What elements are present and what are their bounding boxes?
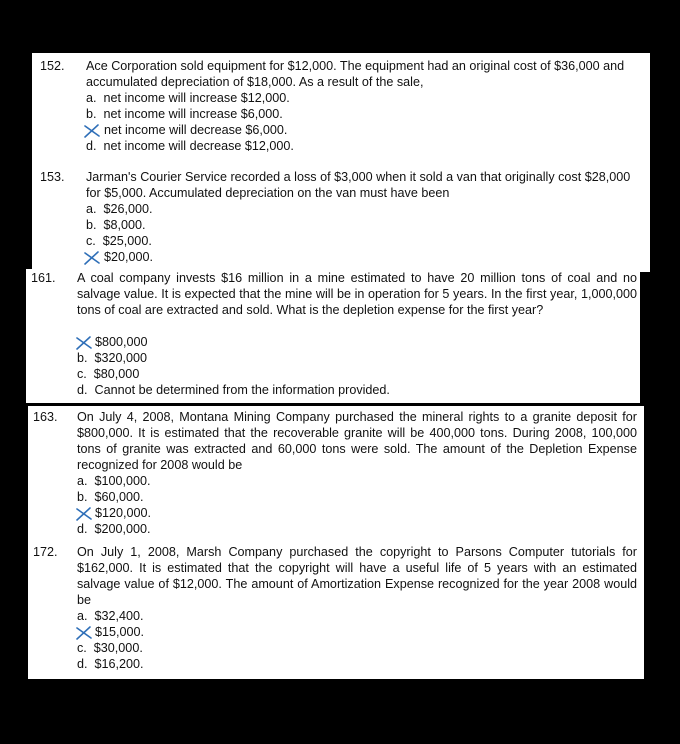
cross-mark-icon [83,251,101,265]
option-letter: a. [77,474,88,488]
option-letter: d. [77,383,88,397]
selected-answer-mark [83,124,101,138]
option-letter: d. [86,139,97,153]
question-number: 163. [33,410,58,424]
option-letter: b. [77,351,88,365]
option-text: $80,000 [93,367,140,381]
selected-answer-mark [75,336,93,350]
question-number: 172. [33,545,58,559]
answer-option[interactable] [86,234,152,250]
answer-option[interactable] [86,218,146,234]
answer-option[interactable] [77,474,151,490]
question-panel-2 [26,269,640,403]
answer-option-selected[interactable] [95,625,144,641]
option-text: $32,400. [94,609,144,623]
option-text: $16,200. [94,657,144,671]
option-letter: a. [77,609,88,623]
option-letter: a. [86,202,97,216]
cross-mark-icon [83,124,101,138]
option-letter: c. [77,367,87,381]
question-panel-1 [32,53,650,272]
option-letter: b. [86,218,97,232]
option-text: net income will increase $6,000. [103,107,283,121]
option-text: net income will increase $12,000. [103,91,290,105]
answer-option[interactable] [86,91,290,107]
cross-mark-icon [75,336,93,350]
answer-option[interactable] [77,657,144,673]
option-letter: d. [77,522,88,536]
question-stem: A coal company invests $16 million in a mine estimated to have 20 million tons of coal and no salvage value. It is expected that the mine will be in operation for 5 years. In the first year, 1,000,000 tons of coal are extracted and sold. What is the depletion expense for the first year? [77,271,637,317]
answer-option-selected[interactable] [95,335,148,351]
answer-option-selected[interactable] [95,506,151,522]
question-stem: Jarman's Courier Service recorded a loss of $3,000 when it sold a van that originally cost $28,000 for $5,000. Accumulated depreciation on the van must have been [86,170,631,200]
option-text: $120,000. [95,506,152,520]
option-letter: b. [86,107,97,121]
answer-option[interactable] [77,383,390,399]
answer-option[interactable] [77,351,147,367]
question-stem: Ace Corporation sold equipment for $12,000. The equipment had an original cost of $36,000 and accumulated depreciation of $18,000. As a result of the sale, [86,59,625,89]
answer-option[interactable] [86,139,294,155]
option-text: $26,000. [103,202,153,216]
cross-mark-icon [75,507,93,521]
answer-option-selected[interactable] [104,123,287,139]
question-stem: On July 4, 2008, Montana Mining Company purchased the mineral rights to a granite deposit for $800,000. It is estimated that the recoverable granite will be 400,000 tons. During 2008, 100,000 tons of granite was extracted and 60,000 tons were sold. The amount of the Depletion Expense recognized for 2008 would be [77,410,637,472]
question-panel-3 [28,406,644,679]
option-letter: b. [77,490,88,504]
answer-option[interactable] [77,522,151,538]
answer-option[interactable] [86,107,283,123]
option-letter: d. [77,657,88,671]
answer-option[interactable] [77,490,144,506]
cross-mark-icon [75,626,93,640]
answer-option[interactable] [77,641,143,657]
question-number: 161. [31,271,56,285]
option-text: net income will decrease $6,000. [104,123,288,137]
option-text: $320,000 [94,351,148,365]
option-text: $20,000. [104,250,154,264]
option-text: $25,000. [102,234,152,248]
selected-answer-mark [75,507,93,521]
option-text: net income will decrease $12,000. [103,139,294,153]
answer-option[interactable] [77,609,144,625]
option-letter: c. [86,234,96,248]
option-letter: a. [86,91,97,105]
question-number: 152. [40,59,65,73]
selected-answer-mark [83,251,101,265]
option-text: $8,000. [103,218,146,232]
option-text: $15,000. [95,625,145,639]
question-stem: On July 1, 2008, Marsh Company purchased the copyright to Parsons Computer tutorials for $162,000. It is estimated that the copyright will have a useful life of 5 years with an estimated salvage value of $12,000. The amount of Amortization Expense recognized for the year 2008 would be [77,545,637,607]
option-text: $800,000 [95,335,148,349]
option-letter: c. [77,641,87,655]
selected-answer-mark [75,626,93,640]
answer-option-selected[interactable] [104,250,153,266]
option-text: Cannot be determined from the information provided. [94,383,390,397]
option-text: $100,000. [94,474,151,488]
question-number: 153. [40,170,65,184]
option-text: $60,000. [94,490,144,504]
answer-option[interactable] [77,367,139,383]
option-text: $200,000. [94,522,151,536]
option-text: $30,000. [93,641,143,655]
answer-option[interactable] [86,202,153,218]
